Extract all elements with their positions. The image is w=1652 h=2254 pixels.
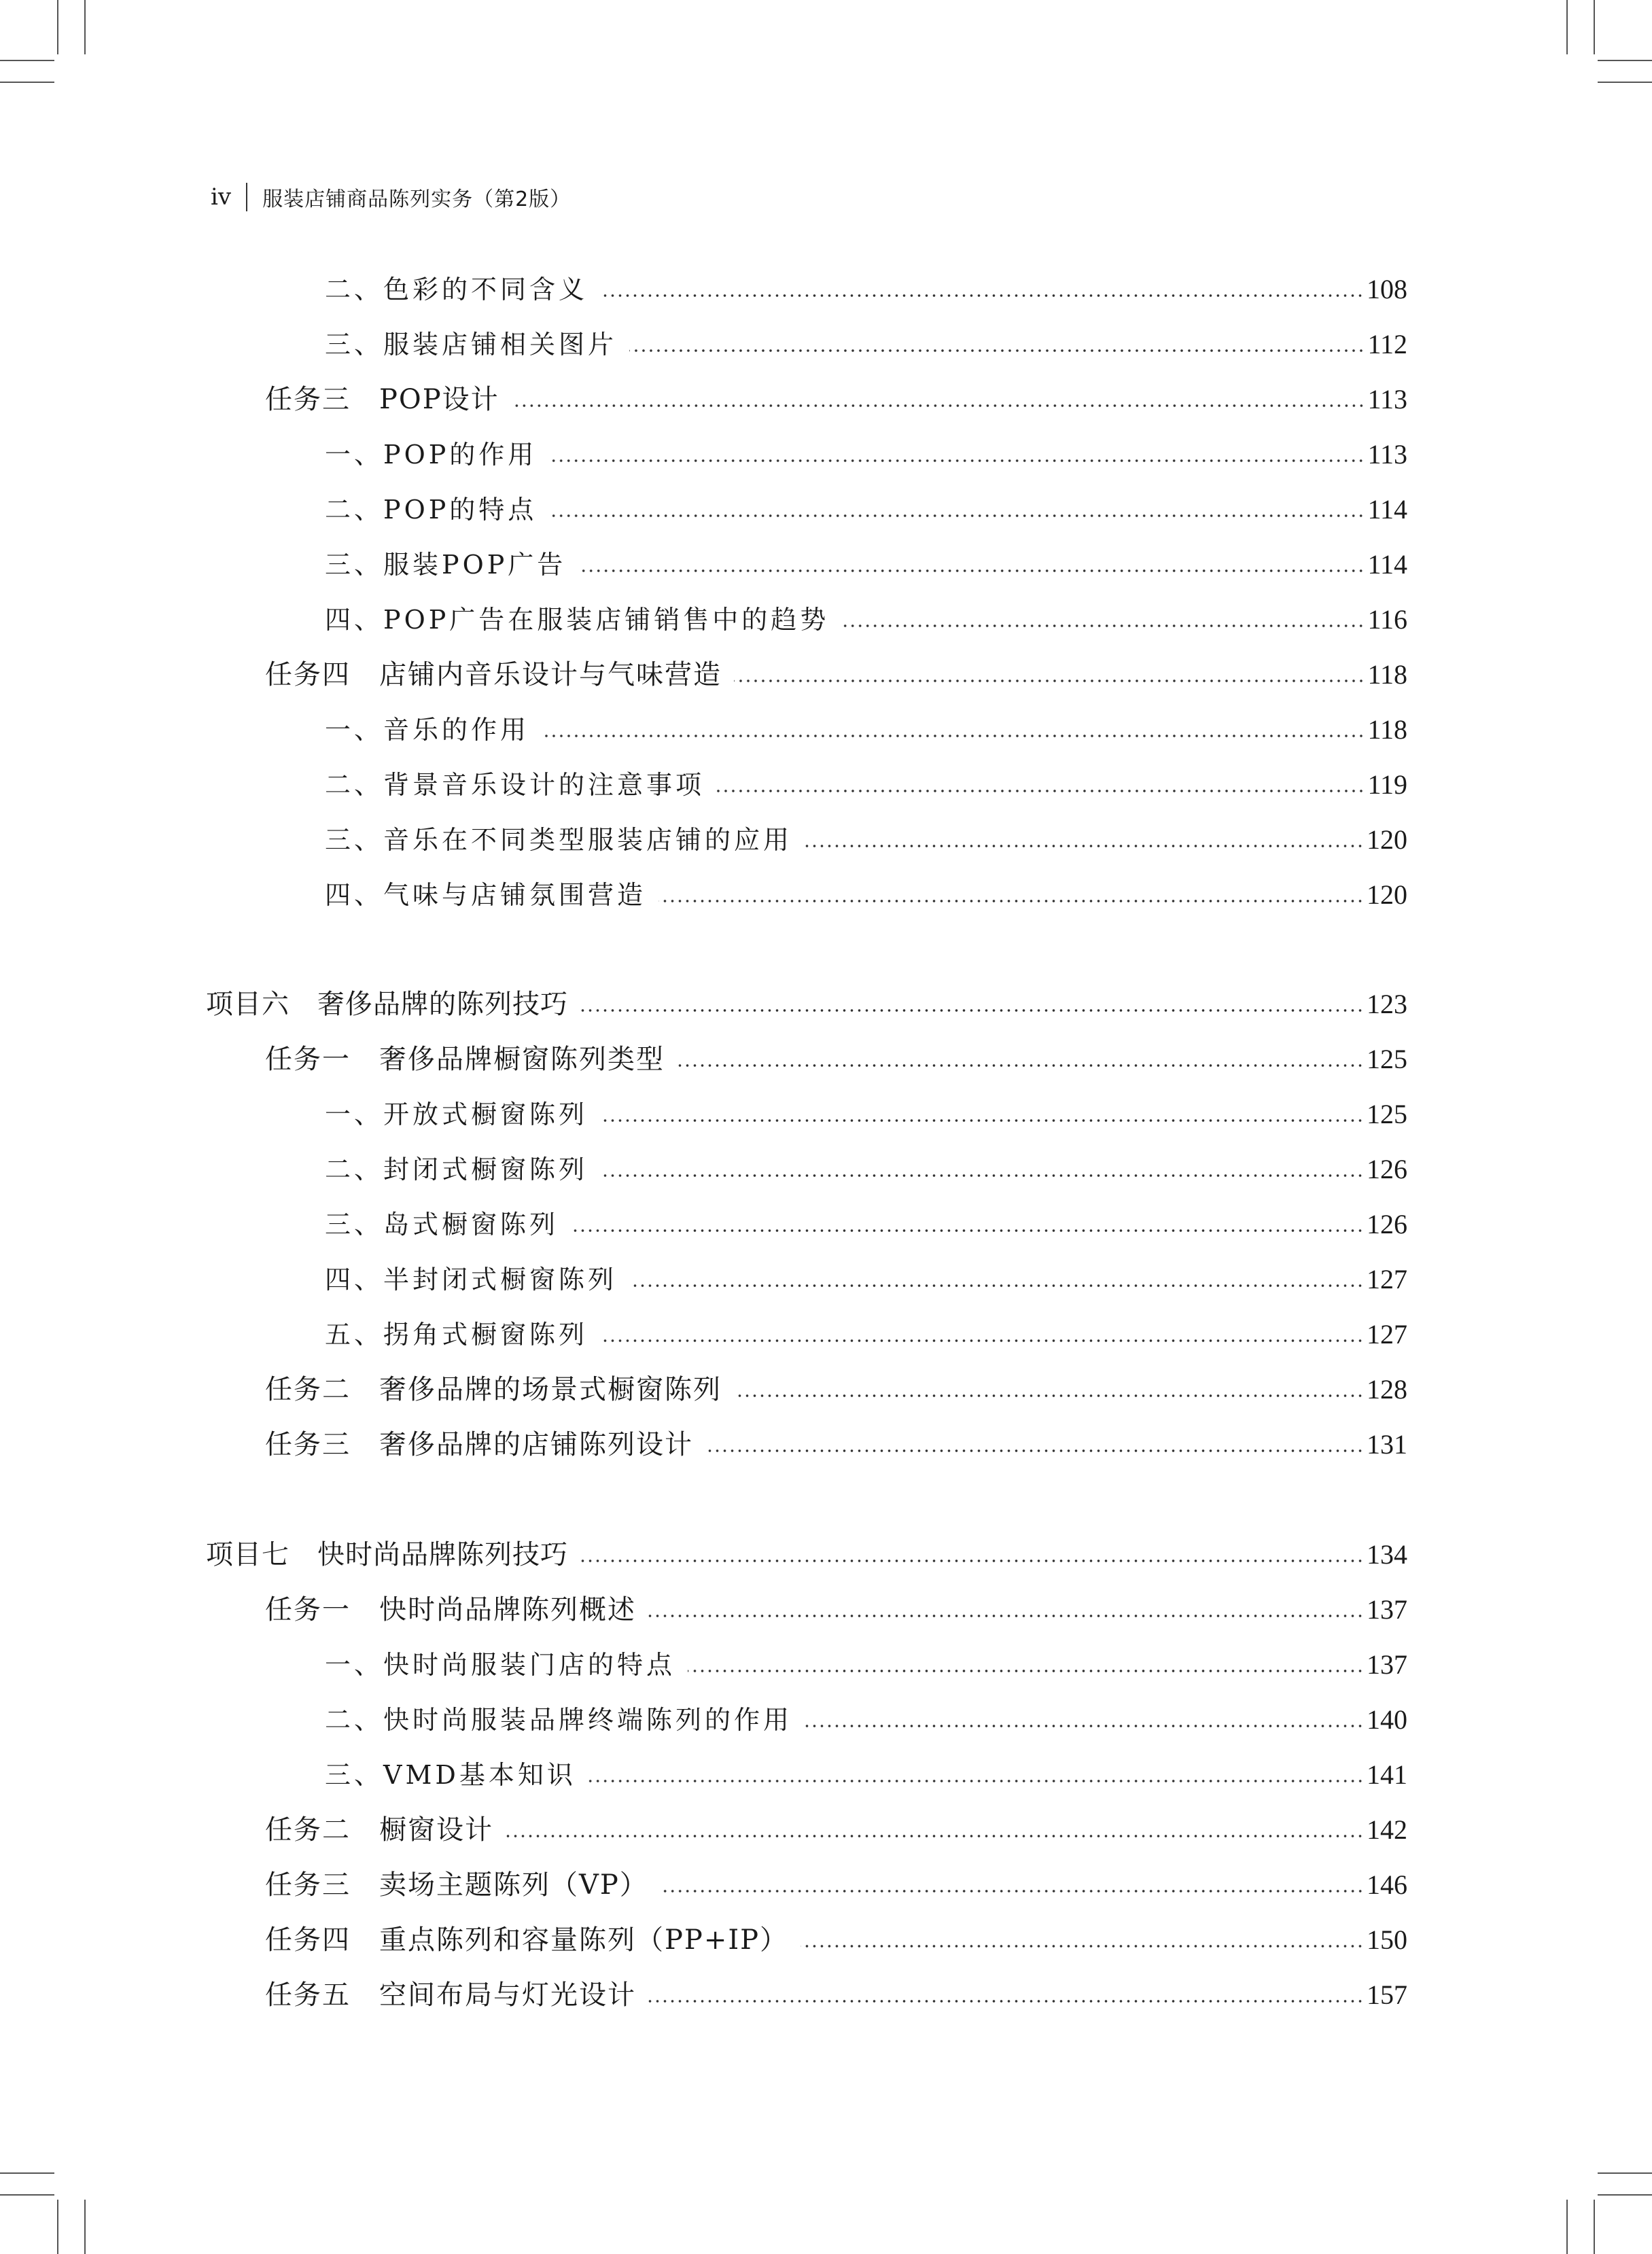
- toc-entry-label: 任务四 店铺内音乐设计与气味营造: [265, 659, 722, 690]
- toc-entry-page: 118: [1367, 659, 1407, 690]
- toc-entry-page: 126: [1367, 1209, 1407, 1239]
- toc-entry[interactable]: [206, 985, 1407, 1023]
- toc-entry[interactable]: [265, 656, 1407, 694]
- dot-leader: [512, 402, 1365, 409]
- dot-leader: [734, 677, 1365, 684]
- toc-entry-label: 任务一 奢侈品牌橱窗陈列类型: [265, 1044, 665, 1075]
- toc-entry-label: 四、气味与店铺氛围营造: [325, 880, 647, 910]
- dot-leader: [629, 1282, 1364, 1289]
- dot-leader: [677, 1062, 1364, 1069]
- dot-leader: [571, 1227, 1364, 1234]
- toc-entry[interactable]: [325, 1205, 1407, 1244]
- toc-entry-label: 项目六 奢侈品牌的陈列技巧: [206, 989, 568, 1020]
- toc-entry-page: 137: [1367, 1594, 1407, 1625]
- dot-leader: [578, 567, 1365, 574]
- toc-entry[interactable]: [325, 1316, 1407, 1354]
- toc-entry-label: 二、POP的特点: [325, 495, 538, 525]
- toc-entry-label: 三、音乐在不同类型服装店铺的应用: [325, 825, 793, 855]
- toc-entry-label: 任务四 重点陈列和容量陈列（PP+IP）: [265, 1924, 789, 1956]
- toc-entry[interactable]: [325, 1756, 1407, 1794]
- dot-leader: [648, 1998, 1364, 2005]
- toc-entry-label: 任务二 橱窗设计: [265, 1814, 493, 1846]
- page-folio: iv: [211, 183, 232, 211]
- toc-entry[interactable]: [325, 1095, 1407, 1133]
- dot-leader: [588, 1778, 1364, 1784]
- toc-entry-label: 任务五 空间布局与灯光设计: [265, 1979, 636, 2011]
- toc-entry-page: 146: [1367, 1869, 1407, 1900]
- toc-entry[interactable]: [325, 876, 1407, 914]
- toc-entry-label: 四、POP广告在服装店铺销售中的趋势: [325, 605, 830, 635]
- toc-entry-label: 五、拐角式橱窗陈列: [325, 1320, 588, 1350]
- toc-entry-page: 140: [1367, 1704, 1407, 1735]
- toc-entry-label: 二、快时尚服装品牌终端陈列的作用: [325, 1705, 793, 1735]
- toc-entry[interactable]: [325, 601, 1407, 639]
- dot-leader: [841, 622, 1365, 629]
- toc-entry-label: 三、VMD基本知识: [325, 1760, 576, 1790]
- dot-leader: [600, 292, 1364, 299]
- dot-leader: [801, 1943, 1364, 1950]
- toc-entry-label: 项目七 快时尚品牌陈列技巧: [206, 1539, 568, 1570]
- dot-leader: [549, 457, 1365, 464]
- toc-entry-page: 128: [1367, 1374, 1407, 1405]
- toc-entry[interactable]: [325, 546, 1407, 584]
- toc-entry[interactable]: [265, 1866, 1407, 1904]
- toc-entry-label: 一、音乐的作用: [325, 715, 530, 745]
- dot-leader: [506, 1833, 1364, 1839]
- toc-entry-page: 113: [1367, 439, 1407, 470]
- dot-leader: [600, 1117, 1364, 1124]
- dot-leader: [580, 1007, 1364, 1014]
- dot-leader: [542, 733, 1365, 739]
- toc-entry-label: 三、服装店铺相关图片: [325, 330, 618, 359]
- toc-entry-page: 120: [1367, 824, 1407, 855]
- toc-entry-page: 134: [1367, 1539, 1407, 1570]
- toc-entry-label: 一、开放式橱窗陈列: [325, 1099, 588, 1129]
- toc-entry-page: 127: [1367, 1319, 1407, 1350]
- dot-leader: [805, 1723, 1364, 1729]
- toc-entry-label: 三、岛式橱窗陈列: [325, 1210, 559, 1239]
- toc-entry[interactable]: [325, 491, 1407, 529]
- toc-entry-page: 137: [1367, 1649, 1407, 1680]
- dot-leader: [705, 1447, 1364, 1454]
- toc-entry[interactable]: [325, 1646, 1407, 1684]
- toc-entry-page: 142: [1367, 1814, 1407, 1845]
- dot-leader: [648, 1613, 1364, 1619]
- toc-entry[interactable]: [325, 270, 1407, 309]
- dot-leader: [600, 1172, 1364, 1179]
- toc-entry-page: 127: [1367, 1264, 1407, 1295]
- toc-entry[interactable]: [206, 1536, 1407, 1574]
- dot-leader: [629, 347, 1365, 354]
- toc-entry-label: 任务三 POP设计: [265, 384, 499, 415]
- toc-entry[interactable]: [265, 1426, 1407, 1464]
- toc-entry[interactable]: [265, 1921, 1407, 1959]
- toc-entry-label: 任务三 卖场主题陈列（VP）: [265, 1869, 648, 1901]
- toc-entry-page: 141: [1367, 1759, 1407, 1790]
- toc-entry-page: 116: [1367, 604, 1407, 635]
- book-title: 服装店铺商品陈列实务（第2版）: [262, 188, 572, 211]
- toc-entry[interactable]: [325, 325, 1407, 364]
- dot-leader: [549, 512, 1365, 519]
- toc-entry-label: 任务一 快时尚品牌陈列概述: [265, 1594, 636, 1625]
- toc-entry-page: 126: [1367, 1154, 1407, 1184]
- dot-leader: [580, 1557, 1364, 1564]
- toc-entry[interactable]: [265, 1371, 1407, 1409]
- toc-entry[interactable]: [265, 1976, 1407, 2014]
- dot-leader: [658, 898, 1364, 904]
- toc-entry-label: 二、背景音乐设计的注意事项: [325, 770, 705, 800]
- toc-entry[interactable]: [325, 711, 1407, 749]
- toc-entry[interactable]: [325, 1701, 1407, 1739]
- dot-leader: [734, 1392, 1364, 1399]
- toc-entry[interactable]: [265, 1591, 1407, 1629]
- toc-entry[interactable]: [265, 381, 1407, 419]
- toc-entry-page: 114: [1367, 549, 1407, 580]
- toc-entry-label: 一、POP的作用: [325, 440, 538, 470]
- toc-entry-page: 114: [1367, 494, 1407, 525]
- toc-entry-label: 一、快时尚服装门店的特点: [325, 1650, 676, 1680]
- toc-entry[interactable]: [325, 1261, 1407, 1299]
- toc-entry-page: 113: [1367, 384, 1407, 415]
- toc-entry-page: 157: [1367, 1979, 1407, 2010]
- toc-entry-label: 三、服装POP广告: [325, 550, 567, 580]
- dot-leader: [600, 1337, 1364, 1344]
- toc-entry-label: 任务三 奢侈品牌的店铺陈列设计: [265, 1429, 693, 1460]
- toc-entry[interactable]: [265, 1040, 1407, 1078]
- dot-leader: [805, 843, 1364, 849]
- dot-leader: [688, 1668, 1364, 1674]
- toc-entry-label: 任务二 奢侈品牌的场景式橱窗陈列: [265, 1374, 722, 1405]
- toc-entry-label: 二、色彩的不同含义: [325, 275, 588, 304]
- toc-entry-label: 四、半封闭式橱窗陈列: [325, 1265, 618, 1295]
- toc-entry-page: 108: [1367, 274, 1407, 304]
- toc-entry-page: 112: [1367, 329, 1407, 359]
- toc-entry-page: 119: [1367, 769, 1407, 800]
- toc-entry[interactable]: [325, 766, 1407, 804]
- toc-entry[interactable]: [325, 1150, 1407, 1188]
- dot-leader: [661, 1888, 1364, 1895]
- toc-entry-page: 118: [1367, 714, 1407, 745]
- toc-entry-page: 120: [1367, 879, 1407, 910]
- toc-entry-page: 131: [1367, 1429, 1407, 1460]
- dot-leader: [717, 788, 1365, 794]
- toc-entry[interactable]: [265, 1811, 1407, 1849]
- toc-entry[interactable]: [325, 821, 1407, 859]
- toc-entry-page: 125: [1367, 1099, 1407, 1129]
- toc-entry-page: 123: [1367, 989, 1407, 1019]
- toc-entry-label: 二、封闭式橱窗陈列: [325, 1155, 588, 1184]
- toc-entry-page: 150: [1367, 1924, 1407, 1955]
- toc-entry[interactable]: [325, 436, 1407, 474]
- toc-entry-page: 125: [1367, 1044, 1407, 1074]
